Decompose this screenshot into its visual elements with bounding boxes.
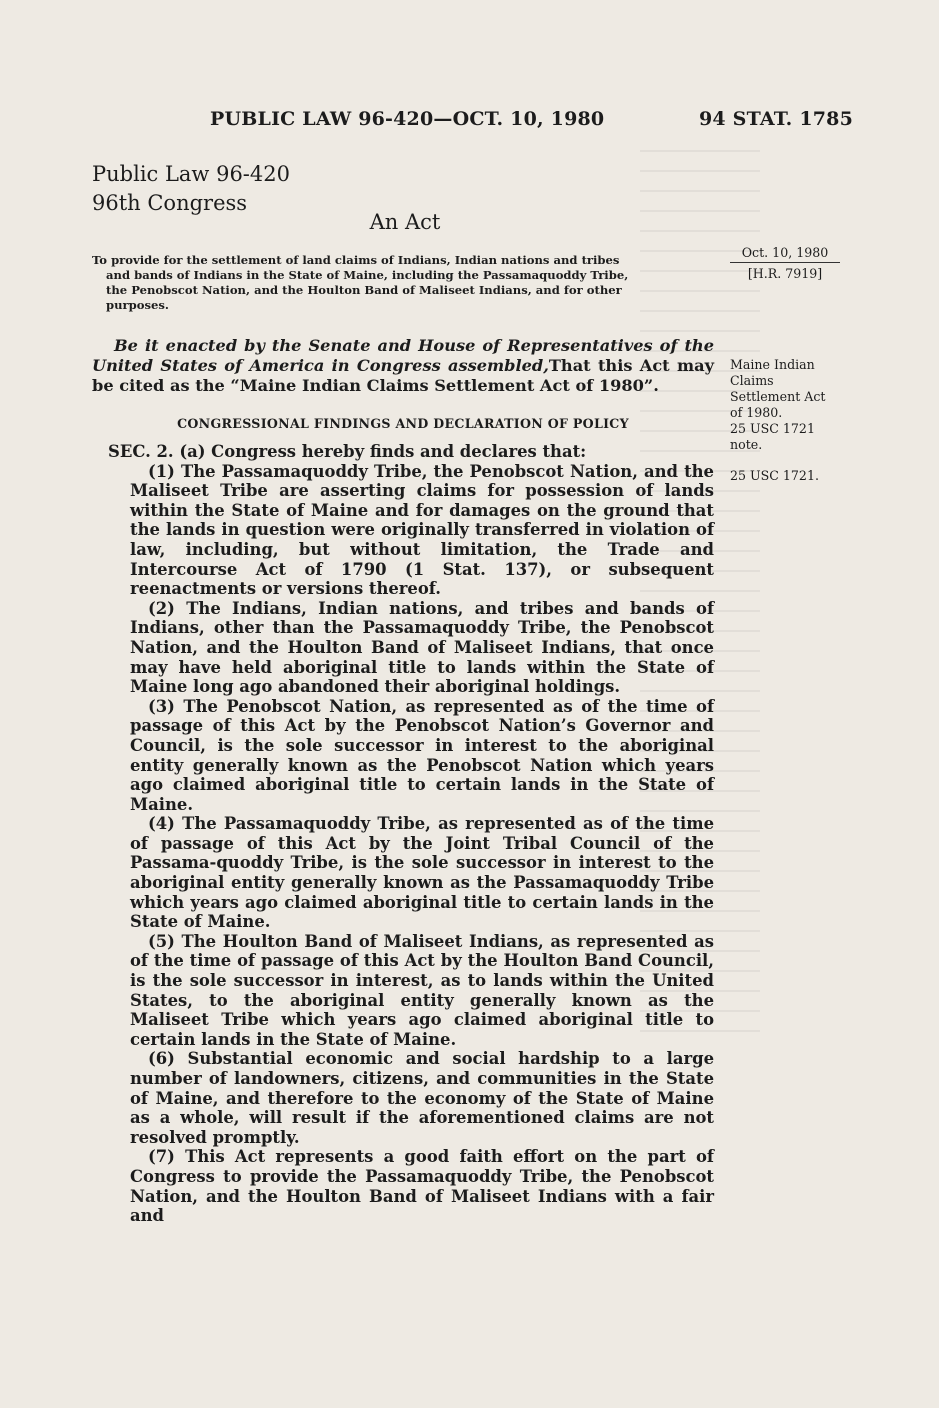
finding-paragraph: (4) The Passamaquoddy Tribe, as represented as of the time of passage of this Act by the Joint Tribal Council of the Passama-quoddy Tribe, is the sole successor in interest to the aboriginal entity generally known as the Passamaquoddy Tribe which years ago claimed aboriginal title to certain lands in the State of Maine.	[130, 814, 714, 932]
purpose-line: purposes.	[106, 298, 169, 312]
finding-paragraph: (1) The Passamaquoddy Tribe, the Penobscot Nation, and the Maliseet Tribe are asserting claims for possession of lands within the State of Maine and for damages on the ground that the lands in question were originally transferred in violation of law, including, but without limitation, the Trade and Intercourse Act of 1790 (1 Stat. 137), or subsequent reenactments or versions thereof.	[130, 461, 714, 599]
margin-usc-note: 25 USC 1721 note.	[730, 421, 815, 452]
purpose-line: To provide for the settlement of land claims of Indians, Indian nations and tribes	[92, 253, 620, 267]
header-law-citation: PUBLIC LAW 96-420—OCT. 10, 1980	[210, 108, 605, 130]
section-intro: SEC. 2. (a) Congress hereby finds and declares that:	[108, 442, 587, 461]
margin-date: Oct. 10, 1980	[741, 245, 829, 260]
section-heading: CONGRESSIONAL FINDINGS AND DECLARATION OF POLICY	[177, 416, 629, 431]
section-body	[108, 442, 714, 1226]
finding-paragraph: (7) This Act represents a good faith effort on the part of Congress to provide the Passamaquoddy Tribe, the Penobscot Nation, and the Houlton Band of Maliseet Indians with a fair and	[130, 1147, 714, 1226]
enacting-clause-italic: Be it enacted by the Senate and House of Representatives of the United States of America in Congress assembled,	[92, 336, 714, 375]
margin-short-title-note	[730, 357, 840, 453]
finding-paragraph: (5) The Houlton Band of Maliseet Indians, as represented as of the time of passage of this Act by the Houlton Band Council, is the sole successor in interest, as to lands within the United States, to the aboriginal entity generally known as the Maliseet Tribe which years ago claimed aboriginal title to certain lands in the State of Maine.	[130, 931, 714, 1049]
finding-paragraph: (6) Substantial economic and social hardship to a large number of landowners, citizens, and communities in the State of Maine, and therefore to the economy of the State of Maine as a whole, will result if the aforementioned claims are not resolved promptly.	[130, 1049, 714, 1147]
margin-bill-number: [H.R. 7919]	[747, 266, 823, 281]
purpose-line: the Penobscot Nation, and the Houlton Band of Maliseet Indians, and for other	[106, 283, 622, 297]
enacting-clause-text: That this Act may be cited as the “Maine Indian Claims Settlement Act of 1980”.	[92, 356, 714, 395]
an-act-heading: An Act	[369, 210, 441, 234]
congress-number: 96th Congress	[92, 191, 248, 215]
margin-date-note	[730, 245, 840, 282]
margin-usc-citation: 25 USC 1721.	[730, 468, 819, 483]
header-stat-citation: 94 STAT. 1785	[699, 108, 853, 130]
finding-paragraph: (2) The Indians, Indian nations, and tribes and bands of Indians, other than the Passamaquoddy Tribe, the Penobscot Nation, and the Houlton Band of Maliseet Indians, that once may have held aboriginal title to lands within the State of Maine long ago abandoned their aboriginal holdings.	[130, 598, 714, 697]
public-law-number: Public Law 96-420	[92, 162, 290, 186]
running-header	[0, 108, 939, 138]
purpose-line: and bands of Indians in the State of Maine, including the Passamaquoddy Tribe,	[106, 268, 629, 282]
margin-short-title: Maine Indian Claims Settlement Act of 1980.	[730, 357, 826, 420]
purpose-statement	[92, 253, 712, 313]
law-title-block	[92, 160, 290, 218]
enacting-clause	[92, 336, 714, 396]
finding-paragraph: (3) The Penobscot Nation, as represented as of the time of passage of this Act by the Penobscot Nation’s Governor and Council, is the sole successor in interest to the aboriginal entity generally known as the Penobscot Nation which years ago claimed aboriginal title to certain lands in the State of Maine.	[130, 696, 714, 814]
margin-rule	[730, 262, 840, 263]
